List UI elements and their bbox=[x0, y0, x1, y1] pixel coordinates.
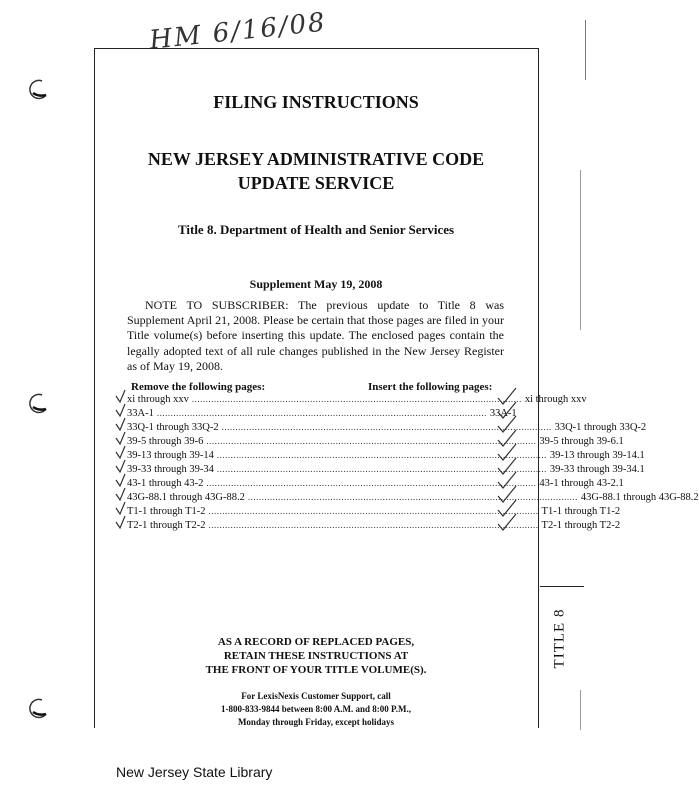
leader-dots: ........................................................................................................................ bbox=[221, 422, 552, 432]
leader-dots: ........................................................................................................................ bbox=[206, 478, 537, 488]
page-row bbox=[127, 492, 699, 504]
left-checkmark-icon bbox=[114, 384, 132, 534]
remove-pages: T2-1 through T2-2 bbox=[127, 520, 206, 531]
binder-hole-icon bbox=[28, 697, 50, 719]
binder-hole-icon bbox=[28, 78, 50, 100]
insert-pages: 33Q-1 through 33Q-2 bbox=[554, 422, 647, 433]
service-heading-line: UPDATE SERVICE bbox=[237, 173, 395, 193]
remove-column-header: Remove the following pages: bbox=[131, 381, 266, 393]
insert-pages: T1-1 through T1-2 bbox=[541, 506, 621, 517]
page-row bbox=[127, 478, 624, 490]
leader-dots: ........................................................................................................................ bbox=[206, 436, 537, 446]
binder-hole-icon bbox=[28, 392, 50, 414]
leader-dots: ........................................................................................................................ bbox=[216, 450, 547, 460]
service-heading-line: NEW JERSEY ADMINISTRATIVE CODE bbox=[147, 149, 485, 169]
support-line: For LexisNexis Customer Support, call bbox=[241, 691, 391, 701]
leader-dots: ........................................................................................................................ bbox=[208, 506, 539, 516]
insert-pages: 39-13 through 39-14.1 bbox=[549, 450, 645, 461]
supplement-date: Supplement May 19, 2008 bbox=[249, 277, 383, 291]
page-edge-line bbox=[585, 20, 586, 80]
record-line: THE FRONT OF YOUR TITLE VOLUME(S). bbox=[205, 664, 427, 676]
handwritten-initials-date: HM 6/16/08 bbox=[148, 7, 328, 56]
frame-top-border bbox=[94, 48, 538, 49]
library-stamp: New Jersey State Library bbox=[116, 764, 273, 780]
insert-pages: xi through xxv bbox=[524, 394, 587, 405]
page-row bbox=[127, 506, 621, 518]
remove-pages: 39-5 through 39-6 bbox=[127, 436, 204, 447]
note-to-subscriber bbox=[127, 298, 504, 374]
title-tab-label: TITLE 8 bbox=[551, 608, 568, 669]
insert-pages: 43-1 through 43-2.1 bbox=[539, 478, 624, 489]
insert-pages: 33A-1 bbox=[489, 408, 517, 419]
record-line: AS A RECORD OF REPLACED PAGES, bbox=[217, 636, 415, 648]
page-row bbox=[127, 394, 587, 406]
insert-pages: T2-1 through T2-2 bbox=[541, 520, 621, 531]
insert-pages: 43G-88.1 through 43G-88.2 bbox=[580, 492, 699, 503]
remove-pages: 39-33 through 39-34 bbox=[127, 464, 214, 475]
support-line: Monday through Friday, except holidays bbox=[237, 717, 395, 727]
customer-support-info bbox=[94, 690, 538, 729]
page-title: FILING INSTRUCTIONS bbox=[213, 92, 419, 112]
page-row bbox=[127, 436, 624, 448]
frame-right-border bbox=[538, 48, 539, 728]
leader-dots: ........................................................................................................................ bbox=[156, 408, 487, 418]
leader-dots: ........................................................................................................................ bbox=[191, 394, 522, 404]
record-instruction bbox=[94, 635, 538, 677]
service-heading bbox=[94, 147, 538, 195]
leader-dots: ........................................................................................................................ bbox=[208, 520, 539, 530]
remove-pages: 39-13 through 39-14 bbox=[127, 450, 214, 461]
department-heading: Title 8. Department of Health and Senior Services bbox=[177, 222, 455, 237]
insert-pages: 39-33 through 39-34.1 bbox=[549, 464, 645, 475]
support-line: 1-800-833-9844 between 8:00 A.M. and 8:00 P.M., bbox=[221, 704, 411, 714]
remove-pages: xi through xxv bbox=[127, 394, 189, 405]
page-row bbox=[127, 408, 517, 420]
page-row bbox=[127, 464, 645, 476]
remove-pages: 43-1 through 43-2 bbox=[127, 478, 204, 489]
record-line: RETAIN THESE INSTRUCTIONS AT bbox=[223, 650, 409, 662]
page-row bbox=[127, 520, 621, 532]
page-row bbox=[127, 422, 647, 434]
remove-pages: 33Q-1 through 33Q-2 bbox=[127, 422, 219, 433]
insert-column-header: Insert the following pages: bbox=[368, 381, 493, 393]
page-row bbox=[127, 450, 645, 462]
leader-dots: ........................................................................................................................ bbox=[247, 492, 578, 502]
right-checkmark-icon bbox=[496, 384, 522, 534]
insert-pages: 39-5 through 39-6.1 bbox=[539, 436, 624, 447]
page-edge-mark bbox=[580, 170, 581, 330]
leader-dots: ........................................................................................................................ bbox=[216, 464, 547, 474]
remove-pages: 33A-1 bbox=[127, 408, 154, 419]
remove-pages: T1-1 through T1-2 bbox=[127, 506, 206, 517]
note-text: NOTE TO SUBSCRIBER: The previous update to Title 8 was Supplement April 21, 2008. Please be certain that those pages are filed in your Title volume(s) before inserting this update. The enclosed pages contain the legally adopted text of all rule changes published in the New Jersey Register as of May 19, 2008. bbox=[127, 298, 504, 373]
remove-pages: 43G-88.1 through 43G-88.2 bbox=[127, 492, 245, 503]
